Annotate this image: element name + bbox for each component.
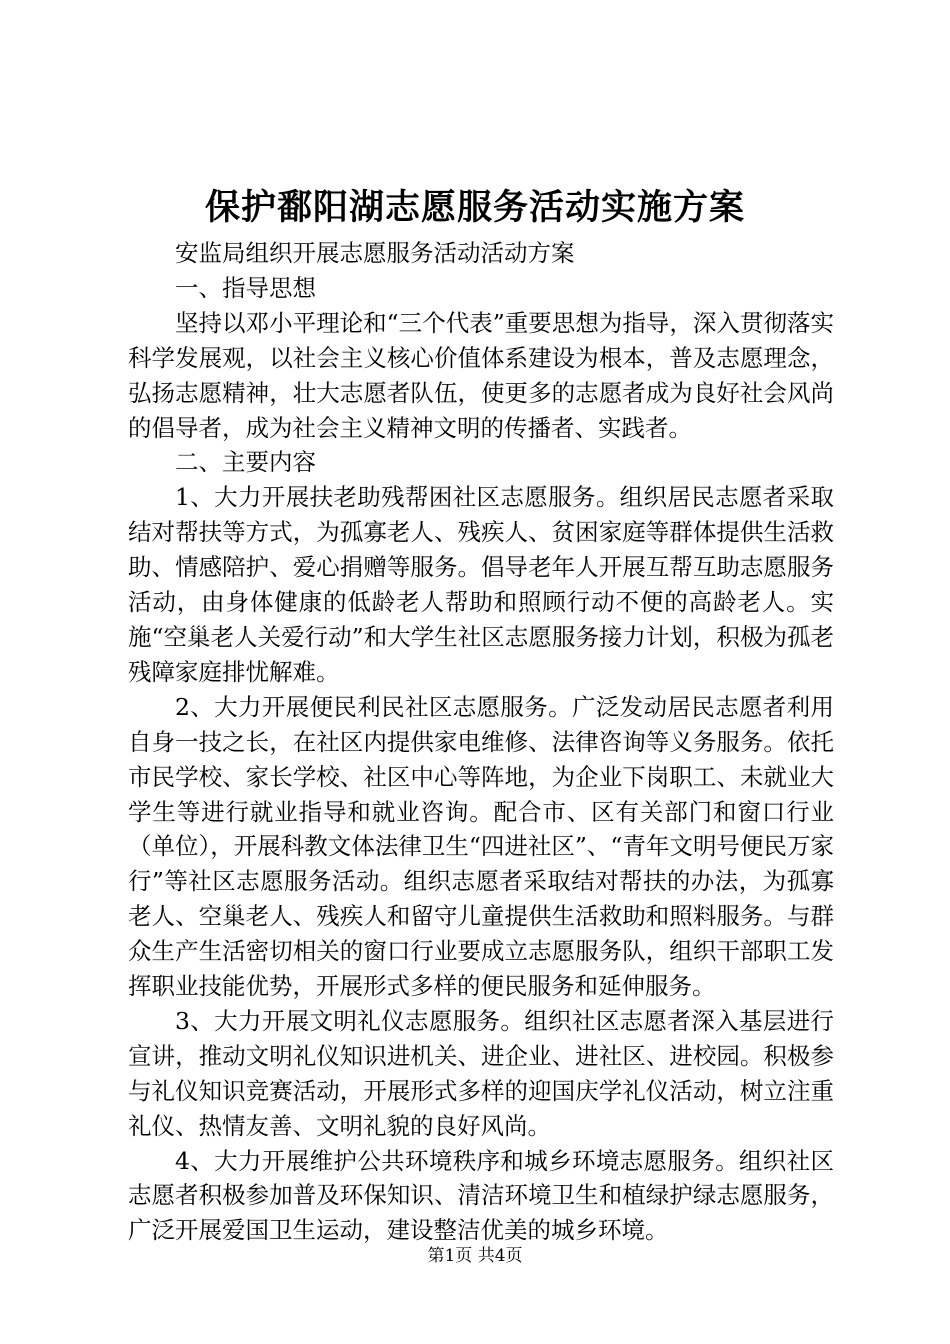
paragraph-guiding-ideology: 坚持以邓小平理论和“三个代表”重要思想为指导，深入贯彻落实科学发展观，以社会主义核心价值体系建设为根本，普及志愿理念，弘扬志愿精神，壮大志愿者队伍，使更多的志愿者成为良好社会风尚的倡导者，成为社会主义精神文明的传播者、实践者。 xyxy=(128,308,834,442)
heading-guiding-ideology: 一、指导思想 xyxy=(175,273,316,302)
paragraph-item-3: 3、大力开展文明礼仪志愿服务。组织社区志愿者深入基层进行宣讲，推动文明礼仪知识进机关、进企业、进社区、进校园。积极参与礼仪知识竞赛活动，开展形式多样的迎国庆学礼仪活动，树立注重礼仪、热情友善、文明礼貌的良好风尚。 xyxy=(128,1006,834,1140)
document-body xyxy=(128,236,834,1248)
paragraph-item-1: 1、大力开展扶老助残帮困社区志愿服务。组织居民志愿者采取结对帮扶等方式，为孤寡老人、残疾人、贫困家庭等群体提供生活救助、情感陪护、爱心捐赠等服务。倡导老年人开展互帮互助志愿服务活动，由身体健康的低龄老人帮助和照顾行动不便的高龄老人。实施“空巢老人关爱行动”和大学生社区志愿服务接力计划，积极为孤老残障家庭排忧解难。 xyxy=(128,483,834,686)
paragraph-item-4: 4、大力开展维护公共环境秩序和城乡环境志愿服务。组织社区志愿者积极参加普及环保知识、清洁环境卫生和植绿护绿志愿服务，广泛开展爱国卫生运动，建设整洁优美的城乡环境。 xyxy=(128,1146,834,1245)
paragraph-subtitle: 安监局组织开展志愿服务活动活动方案 xyxy=(175,239,575,267)
page-number-footer: 第1页 共4页 xyxy=(427,1246,523,1266)
heading-main-content: 二、主要内容 xyxy=(175,448,316,477)
paragraph-item-2: 2、大力开展便民利民社区志愿服务。广泛发动居民志愿者利用自身一技之长，在社区内提供家电维修、法律咨询等义务服务。依托市民学校、家长学校、社区中心等阵地，为企业下岗职工、未就业大学生等进行就业指导和就业咨询。配合市、区有关部门和窗口行业（单位），开展科教文体法律卫生“四进社区”、“青年文明号便民万家行”等社区志愿服务活动。组织志愿者采取结对帮扶的办法，为孤寡老人、空巢老人、残疾人和留守儿童提供生活救助和照料服务。与群众生产生活密切相关的窗口行业要成立志愿服务队，组织干部职工发挥职业技能优势，开展形式多样的便民服务和延伸服务。 xyxy=(128,692,834,1001)
document-title: 保护鄱阳湖志愿服务活动实施方案 xyxy=(204,187,745,228)
